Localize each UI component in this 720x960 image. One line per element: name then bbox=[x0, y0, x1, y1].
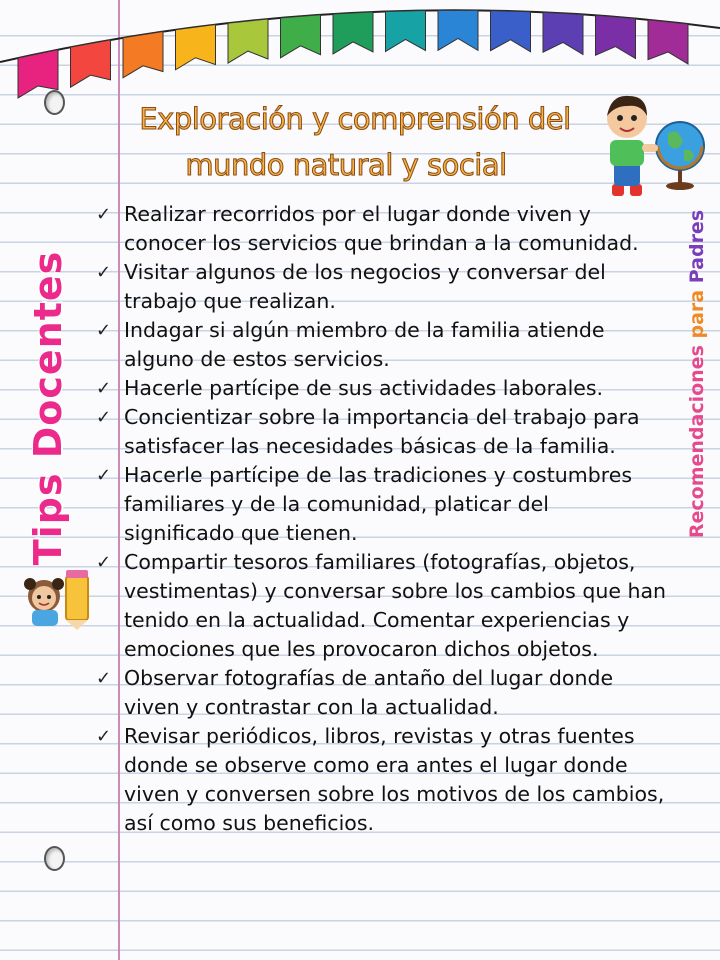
bunting-flag bbox=[71, 40, 111, 87]
bunting-flag bbox=[596, 15, 636, 58]
bunting-flag bbox=[281, 15, 321, 58]
bunting-flag bbox=[491, 11, 531, 52]
tip-line: viven y conversen sobre los motivos de los cambios, bbox=[124, 782, 665, 806]
parents-label-part-3: Padres bbox=[686, 209, 708, 284]
tip-text bbox=[124, 316, 704, 374]
tip-line: Concientizar sobre la importancia del trabajo para bbox=[124, 405, 640, 429]
bunting-flag bbox=[176, 25, 216, 70]
check-icon: ✓ bbox=[96, 407, 112, 428]
tip-text bbox=[124, 258, 704, 316]
bunting-flag bbox=[438, 10, 478, 50]
tip-text bbox=[124, 403, 704, 461]
check-icon: ✓ bbox=[96, 668, 112, 689]
tip-line: así como sus beneficios. bbox=[124, 811, 375, 835]
tip-item bbox=[0, 374, 720, 403]
tip-item bbox=[0, 403, 720, 461]
tip-line: donde se observe como era antes el lugar donde bbox=[124, 753, 628, 777]
boy-with-globe-icon bbox=[596, 88, 710, 200]
tip-line: Compartir tesoros familiares (fotografías, objetos, bbox=[124, 550, 636, 574]
bunting-flag bbox=[123, 32, 163, 78]
tip-line: viven y contrastar con la actualidad. bbox=[124, 695, 499, 719]
tip-text bbox=[124, 664, 704, 722]
tip-text bbox=[124, 461, 704, 548]
bunting-flag bbox=[386, 10, 426, 51]
check-icon: ✓ bbox=[96, 320, 112, 341]
tip-line: Revisar periódicos, libros, revistas y otras fuentes bbox=[124, 724, 635, 748]
tip-item bbox=[0, 722, 720, 838]
binder-hole-icon bbox=[44, 846, 65, 871]
tip-line: Visitar algunos de los negocios y conversar del bbox=[124, 260, 606, 284]
bunting-flag bbox=[648, 20, 688, 64]
tips-docentes-label: Tips Docentes bbox=[26, 250, 70, 566]
tip-text bbox=[124, 722, 704, 838]
tip-line: trabajo que realizan. bbox=[124, 289, 336, 313]
tip-line: alguno de estos servicios. bbox=[124, 347, 390, 371]
bunting-flag bbox=[228, 19, 268, 63]
tip-item bbox=[0, 200, 720, 258]
bunting-flag bbox=[18, 50, 58, 98]
check-icon: ✓ bbox=[96, 204, 112, 225]
check-icon: ✓ bbox=[96, 378, 112, 399]
check-icon: ✓ bbox=[96, 262, 112, 283]
tip-line: Hacerle partícipe de las tradiciones y costumbres bbox=[124, 463, 633, 487]
tip-line: significado que tienen. bbox=[124, 521, 358, 545]
tip-line: Indagar si algún miembro de la familia atiende bbox=[124, 318, 605, 342]
tip-line: Observar fotografías de antaño del lugar donde bbox=[124, 666, 614, 690]
tip-line: conocer los servicios que brindan a la comunidad. bbox=[124, 231, 639, 255]
tip-item bbox=[0, 461, 720, 548]
bunting-flag bbox=[543, 12, 583, 54]
parents-label-part-2: para bbox=[686, 283, 708, 346]
tip-item bbox=[0, 258, 720, 316]
parents-label-part-1: Recomendaciones bbox=[686, 345, 708, 539]
title-line-2: mundo natural y social bbox=[185, 148, 507, 182]
tip-line: vestimentas) y conversar sobre los cambios que han bbox=[124, 579, 667, 603]
tip-text bbox=[124, 548, 704, 664]
bunting-flag bbox=[333, 12, 373, 54]
bunting-flags bbox=[18, 10, 688, 98]
tip-line: emociones que les provocaron dichos objetos. bbox=[124, 637, 599, 661]
tip-line: Hacerle partícipe de sus actividades laborales. bbox=[124, 376, 604, 400]
check-icon: ✓ bbox=[96, 465, 112, 486]
check-icon: ✓ bbox=[96, 552, 112, 573]
check-icon: ✓ bbox=[96, 726, 112, 747]
tip-item bbox=[0, 316, 720, 374]
tip-item bbox=[0, 664, 720, 722]
tip-line: tenido en la actualidad. Comentar experiencias y bbox=[124, 608, 630, 632]
tip-line: satisfacer las necesidades básicas de la familia. bbox=[124, 434, 616, 458]
tip-text bbox=[124, 374, 704, 403]
tips-list bbox=[0, 200, 720, 838]
title-line-1: Exploración y comprensión del bbox=[139, 102, 571, 136]
tip-line: familiares y de la comunidad, platicar del bbox=[124, 492, 549, 516]
tip-item bbox=[0, 548, 720, 664]
tip-line: Realizar recorridos por el lugar donde viven y bbox=[124, 202, 591, 226]
page-title bbox=[120, 96, 590, 188]
tip-text bbox=[124, 200, 704, 258]
